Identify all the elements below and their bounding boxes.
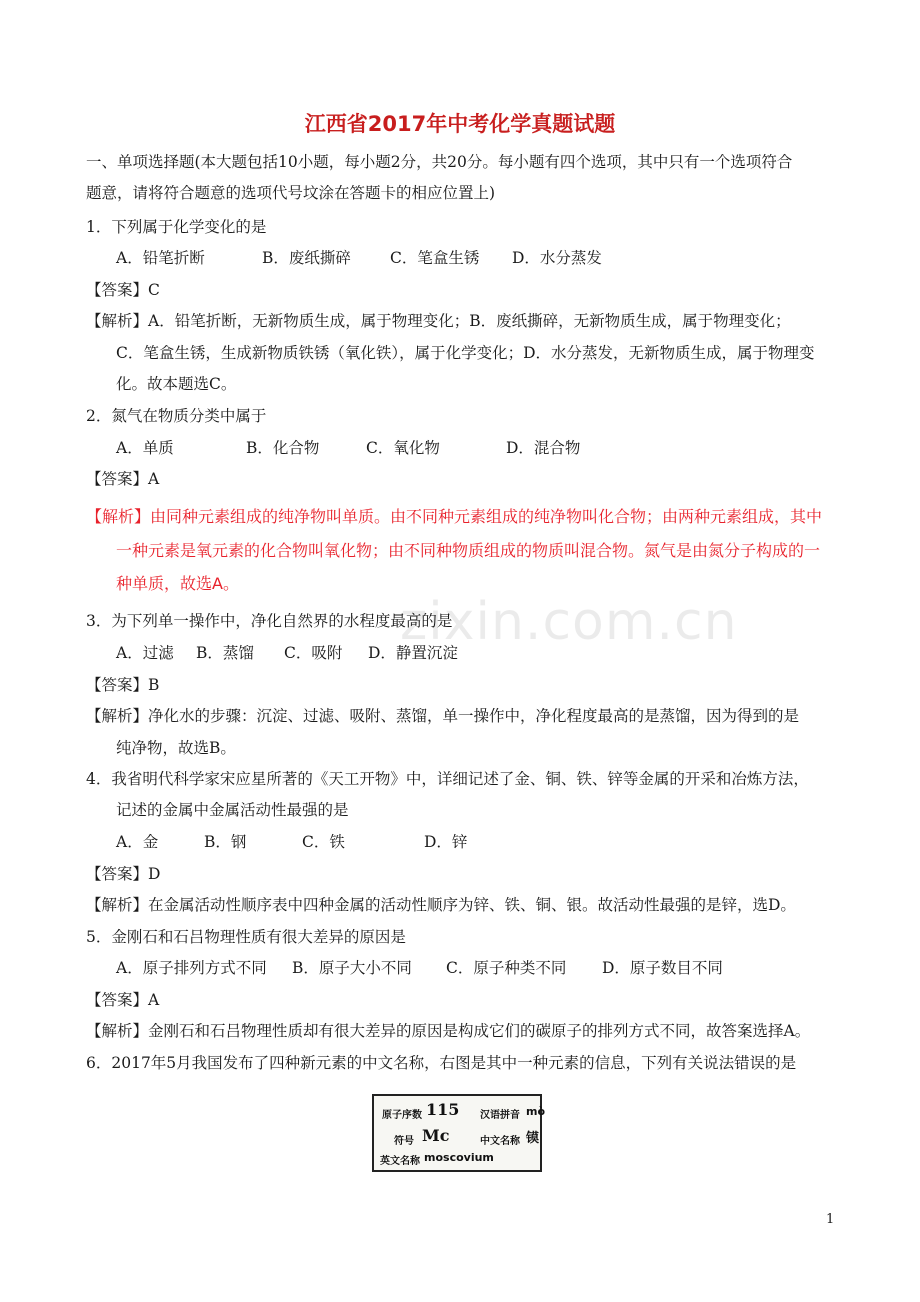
- question-5-option-a: A．原子排列方式不同: [116, 959, 267, 977]
- english-name-label: 英文名称: [380, 1156, 420, 1167]
- watermark: zixin.com.cn: [400, 592, 738, 652]
- element-info-card: [372, 1094, 546, 1172]
- question-1-analysis-line3: 化。故本题选C。: [116, 375, 237, 393]
- question-3-stem: 3．为下列单一操作中，净化自然界的水程度最高的是: [86, 612, 453, 630]
- english-name-value: moscovium: [424, 1151, 494, 1164]
- question-5-analysis: 【解析】金刚石和石吕物理性质却有很大差异的原因是构成它们的碳原子的排列方式不同，故答案选择A。: [86, 1022, 811, 1040]
- question-3-analysis-line2: 纯净物，故选B。: [116, 739, 236, 757]
- question-2-option-b: B．化合物: [246, 439, 320, 457]
- page-number: 1: [826, 1212, 835, 1227]
- symbol-value: Mc: [422, 1126, 450, 1145]
- question-5-option-d: D．原子数目不同: [602, 959, 723, 977]
- question-3-option-b: B．蒸馏: [196, 644, 254, 662]
- question-2-option-a: A．单质: [116, 439, 174, 457]
- question-1-option-d: D．水分蒸发: [512, 249, 602, 267]
- question-1-analysis-line2: C．笔盒生锈，生成新物质铁锈（氧化铁），属于化学变化；D．水分蒸发，无新物质生成，属于物理变: [116, 344, 815, 362]
- question-4-stem-line1: 4．我省明代科学家宋应星所著的《天工开物》中，详细记述了金、铜、铁、锌等金属的开采和冶炼方法，: [86, 770, 809, 788]
- question-4-option-d: D．锌: [424, 833, 468, 851]
- chinese-name-label: 中文名称: [480, 1136, 520, 1147]
- question-4-option-c: C．铁: [302, 833, 345, 851]
- page-title: 江西省2017年中考化学真题试题: [304, 112, 616, 136]
- question-5-stem: 5．金刚石和石吕物理性质有很大差异的原因是: [86, 928, 406, 946]
- question-2-analysis-line2: 一种元素是氧元素的化合物叫氧化物；由不同种物质组成的物质叫混合物。氮气是由氮分子构成的一: [116, 541, 821, 560]
- question-4-answer: 【答案】D: [86, 865, 161, 883]
- question-3-option-d: D．静置沉淀: [368, 644, 458, 662]
- question-5-answer: 【答案】A: [86, 991, 160, 1009]
- question-2-analysis-line3: 种单质，故选A。: [116, 574, 239, 593]
- pinyin-value: mò: [526, 1105, 546, 1118]
- question-5-option-b: B．原子大小不同: [292, 959, 412, 977]
- atomic-number-label: 原子序数: [382, 1110, 422, 1121]
- question-4-option-b: B．钢: [204, 833, 247, 851]
- question-6-stem: 6．2017年5月我国发布了四种新元素的中文名称，右图是其中一种元素的信息，下列有关说法错误的是: [86, 1054, 797, 1072]
- question-5-option-c: C．原子种类不同: [446, 959, 567, 977]
- question-1-option-a: A．铅笔折断: [116, 249, 205, 267]
- question-3-option-a: A．过滤: [116, 644, 174, 662]
- question-2-option-c: C．氧化物: [366, 439, 440, 457]
- question-3-analysis-line1: 【解析】净化水的步骤：沉淀、过滤、吸附、蒸馏，单一操作中，净化程度最高的是蒸馏，因为得到的是: [86, 707, 800, 725]
- question-3-option-c: C．吸附: [284, 644, 343, 662]
- question-3-answer: 【答案】B: [86, 676, 160, 694]
- question-2-answer: 【答案】A: [86, 470, 160, 488]
- question-1-option-c: C．笔盒生锈: [390, 249, 480, 267]
- chinese-name-value: 镆: [526, 1131, 540, 1146]
- question-1-answer: 【答案】C: [86, 281, 160, 299]
- question-2-stem: 2．氮气在物质分类中属于: [86, 407, 267, 425]
- question-1-analysis-line1: 【解析】A．铅笔折断，无新物质生成，属于物理变化；B．废纸撕碎，无新物质生成，属于物理变化；: [86, 312, 791, 330]
- question-1-stem: 1．下列属于化学变化的是: [86, 218, 267, 236]
- section-instructions-line2: 题意，请将符合题意的选项代号坟涂在答题卡的相应位置上): [86, 184, 496, 202]
- question-2-option-d: D．混合物: [506, 439, 581, 457]
- question-4-analysis: 【解析】在金属活动性顺序表中四种金属的活动性顺序为锌、铁、铜、银。故活动性最强的是锌，选D。: [86, 896, 796, 914]
- question-1-option-b: B．废纸撕碎: [262, 249, 351, 267]
- symbol-label: 符号: [394, 1136, 414, 1147]
- atomic-number-value: 115: [426, 1100, 460, 1119]
- question-4-stem-line2: 记述的金属中金属活动性最强的是: [116, 801, 349, 819]
- section-instructions-line1: 一、单项选择题(本大题包括10小题，每小题2分，共20分。每小题有四个选项，其中只有一个选项符合: [86, 153, 793, 171]
- question-2-analysis-line1: 【解析】由同种元素组成的纯净物叫单质。由不同种元素组成的纯净物叫化合物；由两种元素组成，其中: [86, 507, 823, 526]
- pinyin-label: 汉语拼音: [480, 1110, 520, 1121]
- question-4-option-a: A．金: [116, 833, 159, 851]
